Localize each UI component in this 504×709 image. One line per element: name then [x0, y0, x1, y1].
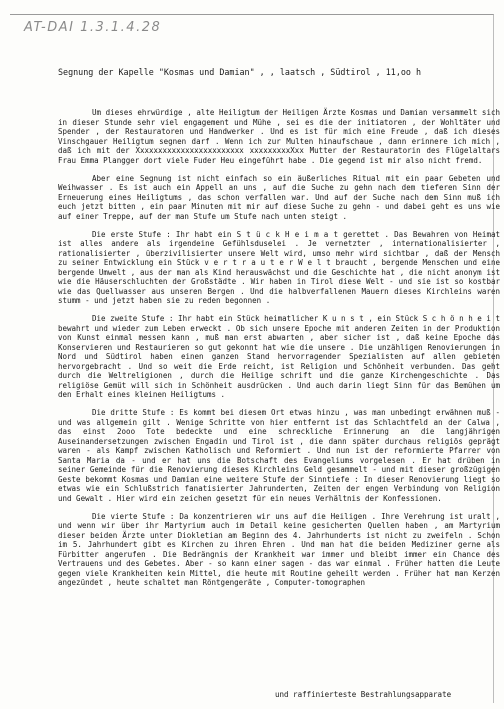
paragraph-fourth-step-text: Die vierte Stufe : Da konzentrieren wir uns auf die Heiligen . Ihre Verehrung ist uralt , und wenn wir über ihr Martyrium auch im Detail keine gesicherten Quellen haben , am Martyrium dieser beiden Ärzte unter Diokletian am Beginn des 4. Jahrhunderts ist nicht zu zweifeln . Schon im 5. Jahrhundert gibt es Kirchen zu ihren Ehren . Und man hat die beiden Mediziner gerne als Fürbitter angerufen . Die Bedrängnis der Krankheit war immer und bleibt immer ein Chance des Vertrauens und des Gebetes. Aber - so kann einer sagen - das war einmal . Früher hatten die Leute gegen viele Krankheiten kein Mittel, die heute mit Routine geheilt werden . Früher hat man Kerzen angezündet , heute schaltet man Röntgengeräte , Computer-tomographen	[58, 511, 500, 587]
paragraph-blessing	[58, 174, 500, 222]
paragraph-first-step-text: Die erste Stufe : Ihr habt ein S t ü c k H e i m a t gerettet . Das Bewahren von Heimat ist alles andere als irgendeine Gefühlsduselei . Je vernetzter , internationalisierter , rationalisierter , überzivilisierter unsere Welt wird, umso mehr wird sichtbar , daß der Mensch zu seiner Entwicklung ein Stück v e r t r a u t e r W e l t braucht , bergende Menschen und eine bergende Umwelt , aus der man als Kind herauswächst und die Geschichte hat , die nicht anonym ist wie die Häuserschluchten der Großstädte . Wir haben in Tirol diese Welt - und sie ist so kostbar wie das Quellwasser aus unseren Bergen . Und die halbverfallenen Mauern dieses Kirchleins waren stumm - und jetzt haben sie zu reden begonnen .	[58, 229, 500, 305]
paragraph-second-step-text: Die zweite Stufe : Ihr habt ein Stück heimatlicher K u n s t , ein Stück S c h ö n h e i t bewahrt und wieder zum Leben erweckt . Ob sich unsere Epoche mit anderen Zeiten in der Produktion von Kunst einmal messen kann , muß man erst abwarten , aber sicher ist , daß keine Epoche das Konservieren und Restaurieren so gut gekonnt hat wie die unsere . Die unzähligen Renovierungen in Nord und Südtirol haben einen ganzen Stand hervorragender Spezialisten auf allen gebieten hervorgebracht . Und so weit die Erde reicht, ist Religion und Schönheit verbunden. Das geht durch die Weltreligionen , durch die Heilige schrift und die ganze Kirchengeschichte . Das religiöse Gemüt will sich in Schönheit ausdrücken . Und auch darin liegt Sinn für das Bemühen um den Erhalt eines kleinen Heiligtums .	[58, 314, 500, 399]
document-body	[58, 108, 500, 596]
paragraph-first-step	[58, 230, 500, 306]
paragraph-blessing-text: Aber eine Segnung ist nicht einfach so ein äußerliches Ritual mit ein paar Gebeten und Weihwasser . Es ist auch ein Appell an uns , auf die Suche zu gehn nach dem tieferen Sinn der Erneuerung eines Heiligtums , das schon verfallen war. Und auf der Suche nach dem Sinn muß ich euch jetzt bitten , ein paar Minuten mit mir auf diese Suche zu gehn - und dabei geht es uns wie auf einer Treppe, auf der man Stufe um Stufe nach unten steigt .	[58, 173, 500, 221]
paragraph-intro-text: Um dieses ehrwürdige , alte Heiligtum der Heiligen Ärzte Kosmas und Damian versammelt sich in dieser Stunde sehr viel engagement und Mühe , sei es die der initiatoren , der Wohltäter und Spender , der Restauratoren und Handwerker . Und es ist für mich eine Freude , daß ich dieses Vinschgauer Heiligtum segnen darf . Wenn ich zur Multen hinaufschaue , dann erinnere ich mich , daß ich mit der Xxxxxxxxxxxxxxxxxxxxxxxx xxxxxxxxxXxx Mutter der Restauratorin des Flügelaltars Frau Emma Plangger dort viele Fuder Heu eingeführt habe . Die gegend ist mir also nicht fremd.	[58, 108, 500, 165]
paragraph-fourth-step	[58, 512, 500, 588]
paragraph-intro	[58, 108, 500, 165]
paragraph-second-step	[58, 314, 500, 400]
document-title: Segnung der Kapelle "Kosmas und Damian" , , laatsch , Südtirol , 11,oo h	[58, 67, 422, 77]
paragraph-third-step-text: Die dritte Stufe : Es kommt bei diesem Ort etwas hinzu , was man unbedingt erwähnen muß - und was allgemein gilt . Wenige Schritte von hier entfernt ist das Schlachtfeld an der Calwa , das einst 2ooo Tote bedeckte und eine schreckliche Erinnerung an die langjährigen Auseinandersetzungen zwischen Engadin und Tirol ist , die dann später durchaus religiös geprägt waren - als Kampf zwischen Katholisch und Reformiert . Und nun ist der reformierte Pfarrer von Santa Maria da - und er hat uns die Botschaft des Evangeliums vorgelesen . Er hat drüben in seiner Gemeinde für die Renovierung dieses Kirchleins Geld gesammelt - und mit dieser großzügigen Geste bekommt Kosmas und Damian eine weitere Stufe der Sinntiefe : In dieser Renovierung liegt so etwas wie ein Schlußstrich fanatisierter Jahrunderten, Zeiten der engen Verbindung von Religion und Gewalt . Hier wird ein zeichen gesetzt für ein neues Verhältnis der Konfessionen.	[58, 408, 500, 503]
archive-stamp: AT-DAI 1.3.1.4.28	[24, 20, 162, 35]
closing-line: und raffinierteste Bestrahlungsapparate	[275, 690, 452, 699]
paragraph-third-step	[58, 408, 500, 503]
